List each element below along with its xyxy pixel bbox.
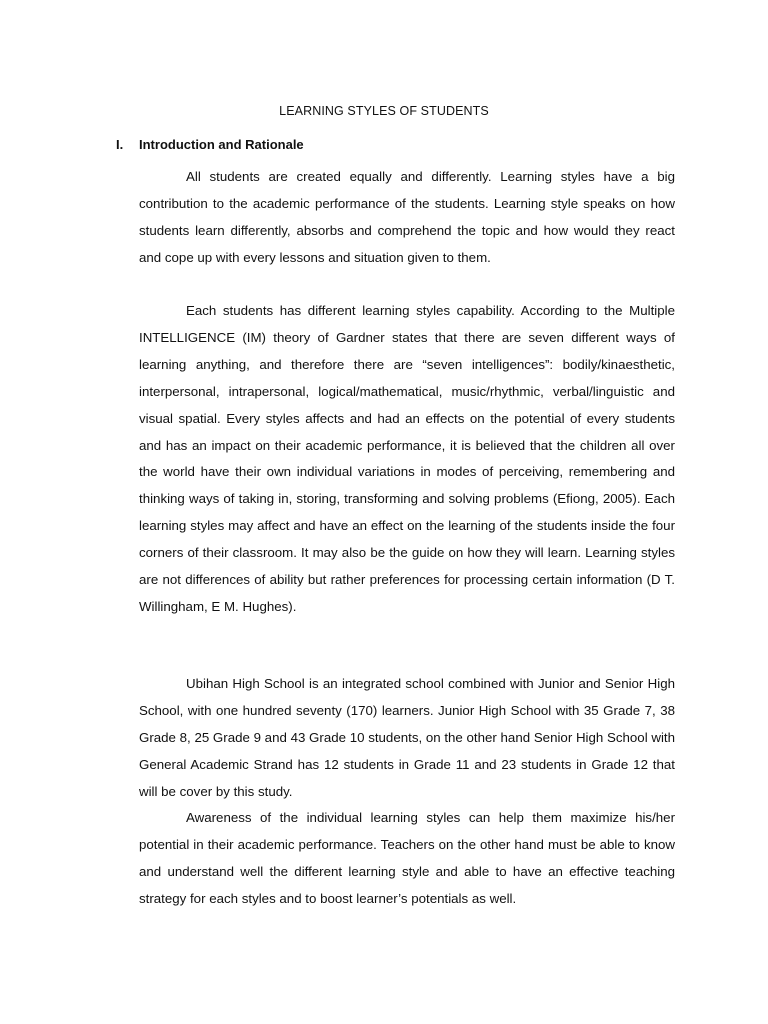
paragraph-intelligences: Each students has different learning styles capability. According to the Multiple INTELLIGENCE (IM) theory of Gardner states that there are seven different ways of learning anything, and therefore there are “seven intelligences”: bodily/kinaesthetic, interpersonal, intrapersonal, logical/mathematical, music/rhythmic, verbal/linguistic and visual spatial. Every styles affects and had an effects on the potential of every students and has an impact on their academic performance, it is believed that the children all over the world have their own individual variations in modes of perceiving, remembering and thinking ways of taking in, storing, transforming and solving problems (Efiong, 2005). Each learning styles may affect and have an effect on the learning of the students inside the four corners of their classroom. It may also be the guide on how they will learn. Learning styles are not differences of ability but rather preferences for processing certain information (D T. Willingham, E M. Hughes). [139, 303, 675, 614]
paragraph-awareness: Awareness of the individual learning styles can help them maximize his/her potential in their academic performance. Teachers on the other hand must be able to know and understand well the different learning style and able to have an effective teaching strategy for each styles and to boost learner’s potentials as well. [139, 810, 675, 906]
paragraph-school: Ubihan High School is an integrated school combined with Junior and Senior High School, with one hundred seventy (170) learners. Junior High School with 35 Grade 7, 38 Grade 8, 25 Grade 9 and 43 Grade 10 students, on the other hand Senior High School with General Academic Strand has 12 students in Grade 11 and 23 students in Grade 12 that will be cover by this study. [139, 676, 675, 799]
paragraph-intro: All students are created equally and differently. Learning styles have a big contribution to the academic performance of the students. Learning style speaks on how students learn differently, absorbs and comprehend the topic and how would they react and cope up with every lessons and situation given to them. [139, 169, 675, 265]
section-heading [116, 137, 304, 152]
section-number: I. [116, 137, 124, 152]
section-heading-text: Introduction and Rationale [139, 137, 304, 152]
document-title: LEARNING STYLES OF STUDENTS [279, 104, 489, 118]
